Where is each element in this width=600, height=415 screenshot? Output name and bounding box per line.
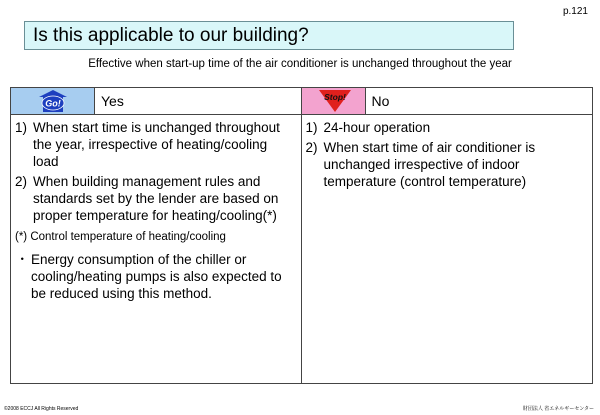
no-column <box>302 88 593 383</box>
item-number: 1) <box>15 120 28 135</box>
bullet-text: Energy consumption of the chiller or cooling/heating pumps is also expected to be reduced using this method. <box>31 252 282 301</box>
footnote: (*) Control temperature of heating/cooling <box>15 231 226 243</box>
page-subtitle: Effective when start-up time of the air conditioner is unchanged throughout the year <box>88 58 512 70</box>
no-label: No <box>371 93 390 109</box>
stop-icon <box>316 89 354 113</box>
no-body <box>302 115 593 190</box>
item-text: When building management rules and standards set by the lender are based on proper temperature for heating/cooling(*) <box>33 174 279 223</box>
go-icon <box>39 90 67 112</box>
item-number: 1) <box>305 120 318 135</box>
item-number: 2) <box>305 140 318 155</box>
item-text: When start time of air conditioner is unchanged irrespective of indoor temperature (control temperature) <box>323 140 536 189</box>
go-icon-cell <box>11 88 95 114</box>
stop-badge-text: Stop! <box>323 92 346 102</box>
item-number: 2) <box>15 174 28 189</box>
go-badge-text: Go! <box>45 98 61 109</box>
stop-icon-cell <box>302 88 366 114</box>
bullet-mark: ・ <box>15 252 29 267</box>
no-header <box>302 88 593 115</box>
yes-item-1 <box>15 119 295 170</box>
yes-column <box>11 88 302 383</box>
organization-logo: 財団法人 省エネルギーセンター <box>522 406 594 412</box>
item-text: 24-hour operation <box>323 120 431 135</box>
no-item-2 <box>306 139 587 190</box>
page-number: p.121 <box>562 6 588 17</box>
yes-body <box>11 115 301 302</box>
page-title: Is this applicable to our building? <box>24 21 514 50</box>
yes-item-2 <box>15 173 295 224</box>
yes-label: Yes <box>101 93 124 109</box>
no-item-1 <box>306 119 587 136</box>
yes-header <box>11 88 301 115</box>
copyright: ©2008 ECCJ All Rights Reserved <box>4 406 79 412</box>
bullet-item <box>15 251 295 302</box>
item-text: When start time is unchanged throughout the year, irrespective of heating/cooling load <box>33 120 280 169</box>
applicability-table <box>10 87 593 384</box>
